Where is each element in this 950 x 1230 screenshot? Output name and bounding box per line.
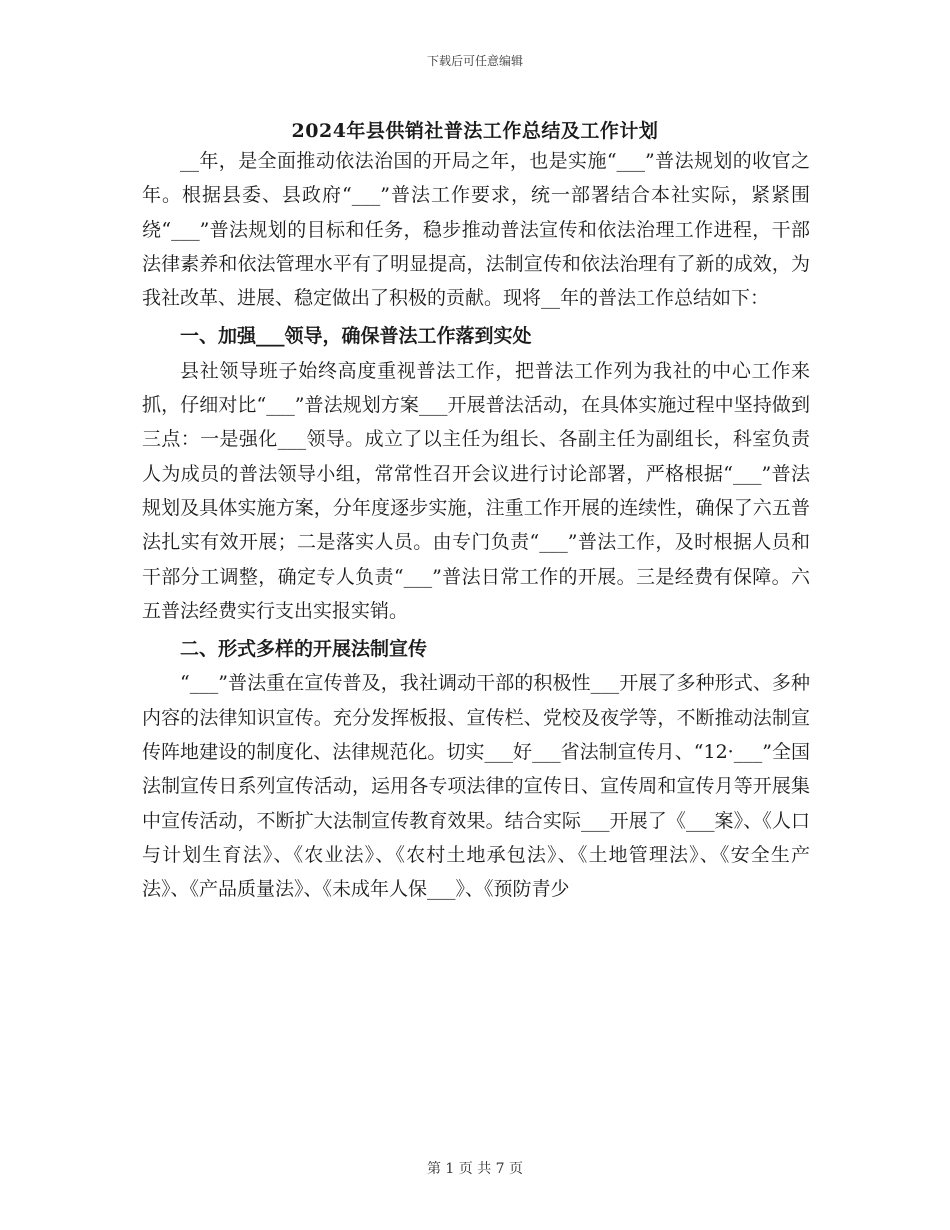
section-heading-1: 一、加强___领导，确保普法工作落到实处: [180, 325, 532, 348]
document-title: 2024年县供销社普法工作总结及工作计划: [291, 120, 659, 142]
page-number-footer: 第 1 页 共 7 页: [426, 1161, 524, 1177]
page-header-note: 下载后可任意编辑: [426, 54, 523, 68]
section-1-paragraph: 县社领导班子始终高度重视普法工作，把普法工作列为我社的中心工作来抓，仔细对比“___”普法规划方案___开展普法活动，在具体实施过程中坚持做到三点：一是强化___领导。成立了以主任为组长、各副主任为副组长，科室负责人为成员的普法领导小组，常常性召开会议进行讨论部署，严格根据“___”普法规划及具体实施方案，分年度逐步实施，注重工作开展的连续性，确保了六五普法扎实有效开展；二是落实人员。由专门负责“___”普法工作，及时根据人员和干部分工调整，确定专人负责“___”普法日常工作的开展。三是经费有保障。六五普法经费实行支出实报实销。: [142, 359, 810, 622]
document-body: [142, 144, 810, 907]
intro-paragraph: __年，是全面推动依法治国的开局之年，也是实施“___”普法规划的收官之年。根据县委、县政府“___”普法工作要求，统一部署结合本社实际，紧紧围绕“___”普法规划的目标和任务，稳步推动普法宣传和依法治理工作进程，干部法律素养和依法管理水平有了明显提高，法制宣传和依法治理有了新的成效，为我社改革、进展、稳定做出了积极的贡献。现将__年的普法工作总结如下：: [142, 150, 810, 310]
section-2-paragraph: “___”普法重在宣传普及，我社调动干部的积极性___开展了多种形式、多种内容的法律知识宣传。充分发挥板报、宣传栏、党校及夜学等，不断推动法制宣传阵地建设的制度化、法律规范化。切实___好___省法制宣传月、“12·___”全国法制宣传日系列宣传活动，运用各专项法律的宣传日、宣传周和宣传月等开展集中宣传活动，不断扩大法制宣传教育效果。结合实际___开展了《___案》、《人口与计划生育法》、《农业法》、《农村土地承包法》、《土地管理法》、《安全生产法》、《产品质量法》、《未成年人保___》、《预防青少: [142, 672, 810, 901]
section-heading-2: 二、形式多样的开展法制宣传: [180, 638, 428, 661]
